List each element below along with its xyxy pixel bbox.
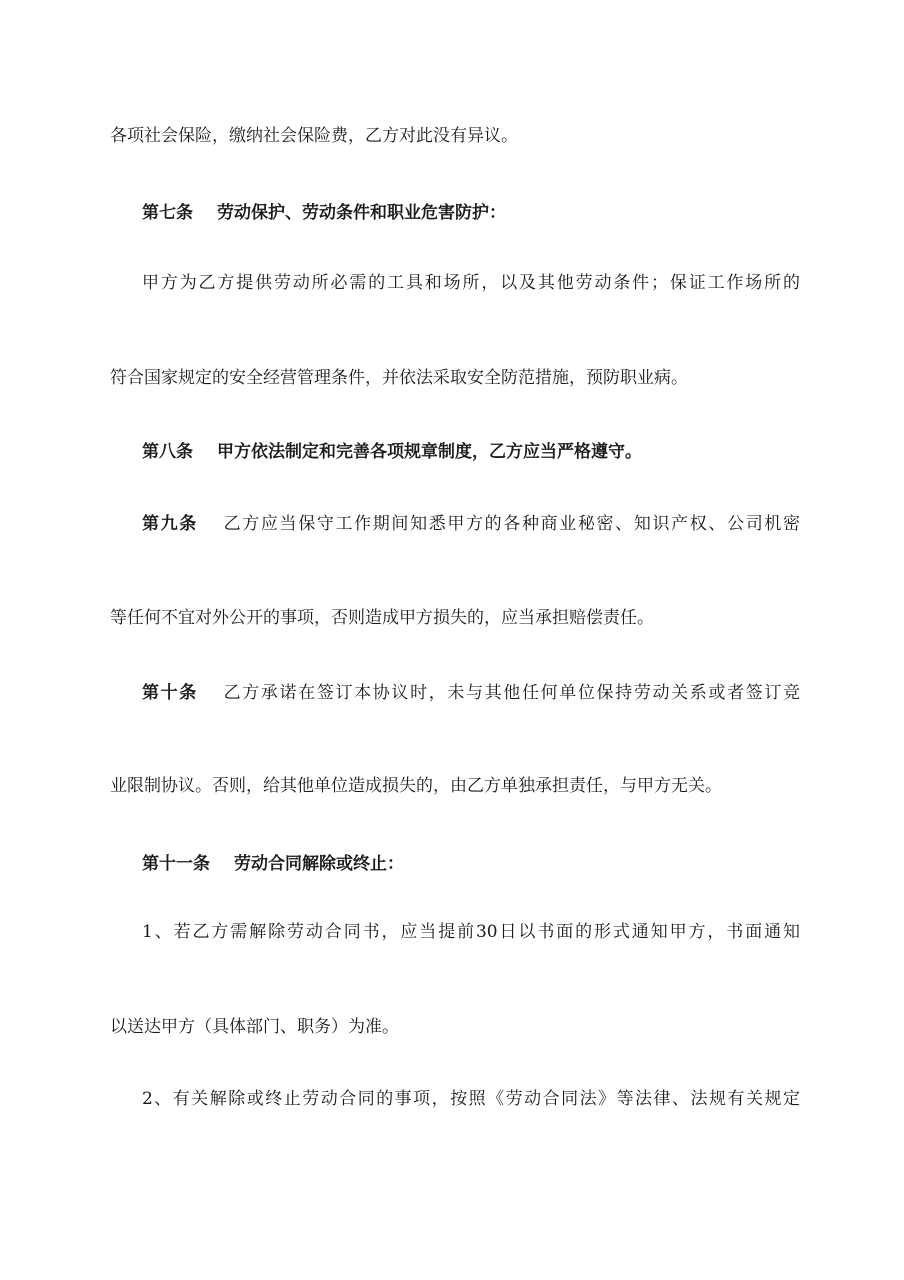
line-text: 以送达甲方（具体部门、职务）为准。 [110,1017,399,1037]
article-title: 劳动保护、劳动条件和职业危害防护： [217,203,506,223]
article-number: 第八条 [142,442,193,462]
line-text: 2、有关解除或终止劳动合同的事项，按照《劳动合同法》等法律、法规有关规定 [142,1089,800,1109]
article-text: 乙方承诺在签订本协议时，未与其他任何单位保持劳动关系或者签订竞 [221,683,800,703]
clause-2-line-1 [142,1087,800,1111]
article-7-line-1 [142,271,800,295]
article-number: 第十条 [142,683,198,703]
article-number: 第七条 [142,203,193,223]
article-text: 甲方依法制定和完善各项规章制度，乙方应当严格遵守。 [217,442,642,462]
article-11-heading [142,852,800,876]
article-number: 第十一条 [142,854,210,874]
article-10-line-2 [110,774,800,798]
article-9-line-1 [142,512,800,536]
article-8-line [142,440,800,464]
paragraph-line-social-insurance [110,124,800,148]
article-7-line-2 [110,366,800,390]
article-9-line-2 [110,606,800,630]
line-text: 业限制协议。否则，给其他单位造成损失的，由乙方单独承担责任，与甲方无关。 [110,776,722,796]
line-text: 1、若乙方需解除劳动合同书，应当提前30日以书面的形式通知甲方，书面通知 [142,922,800,942]
article-10-line-1 [142,681,800,705]
line-text: 各项社会保险，缴纳社会保险费，乙方对此没有异议。 [110,126,518,146]
clause-1-line-2 [110,1015,800,1039]
article-7-heading [142,201,800,225]
article-number: 第九条 [142,514,198,534]
line-text: 符合国家规定的安全经营管理条件，并依法采取安全防范措施，预防职业病。 [110,368,688,388]
article-title: 劳动合同解除或终止： [234,854,404,874]
clause-1-line-1 [142,920,800,944]
article-text: 乙方应当保守工作期间知悉甲方的各种商业秘密、知识产权、公司机密 [221,514,800,534]
line-text: 甲方为乙方提供劳动所必需的工具和场所，以及其他劳动条件；保证工作场所的 [142,273,800,293]
line-text: 等任何不宜对外公开的事项，否则造成甲方损失的，应当承担赔偿责任。 [110,608,654,628]
